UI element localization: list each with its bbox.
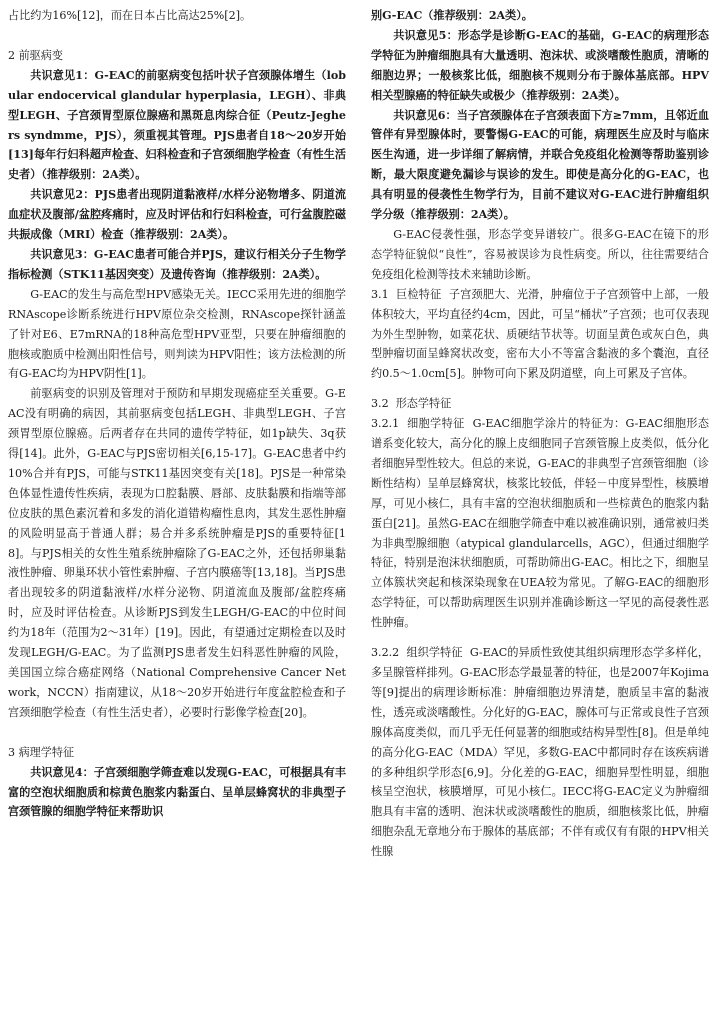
body-paragraph: 3.1 巨检特征 子宫颈肥大、光滑，肿瘤位于子宫颈管中上部，一般体积较大，平均直径约4cm，因此，可呈“桶状”子宫颈；也可仅表现为外生型肿物，如菜花状、质硬结节状等。切面呈黄色或灰白色，典型肿瘤切面呈蜂窝状改变，密布大小不等富含黏液的多个囊泡，直径约0.5～1.0cm[5]。肿物可向下累及阴道壁，向上可累及子宫体。 <box>371 287 709 381</box>
body-paragraph: 占比约为16%[12]，而在日本占比高达25%[2]。 <box>8 9 252 22</box>
paragraph-spacer <box>8 26 346 46</box>
section-heading: 2 前驱病变 <box>8 48 63 62</box>
body-paragraph: 前驱病变的识别及管理对于预防和早期发现癌症至关重要。G-EAC没有明确的病因，其前驱病变包括LEGH、非典型LEGH、子宫颈胃型原位腺癌。后两者存在共同的遗传学特征，如1p缺失、3q获得[14]。此外，G-EAC与PJS密切相关[6,15-17]。G-EAC患者中约10%合并有PJS，可能与STK11基因突变有关[18]。PJS是一种常染色体显性遗传性疾病，表现为口腔黏膜、唇部、皮肤黏膜和指端等部位皮肤的黑色素沉着和多发的消化道错构瘤性息肉，其发生恶性肿瘤的风险明显高于普通人群；易合并多系统肿瘤是PJS的重要特征[18]。与PJS相关的女性生殖系统肿瘤除了G-EAC之外，还包括卵巢黏液性肿瘤、卵巢环状小管性索肿瘤、子宫内膜癌等[13,18]。当PJS患者出现较多的阴道黏液样/水样分泌物、阴道流血及腹部/盆腔疼痛时，应及时评估检查。从诊断PJS到发生LEGH/G-EAC的中位时间约为18年（范围为2～31年）[19]。因此，有望通过定期检查以及时发现LEGH/G-EAC。为了监测PJS患者发生妇科恶性肿瘤的风险，美国国立综合癌症网络（National Comprehensive Cancer Network，NCCN）指南建议，从18～20岁开始进行年度盆腔检查和子宫颈细胞学检查（有性生活史者），必要时行影像学检查[20]。 <box>8 387 346 719</box>
consensus-paragraph: 共识意见2：PJS患者出现阴道黏液样/水样分泌物增多、阴道流血症状及腹部/盆腔疼痛时，应及时评估和行妇科检查，可行盆腹腔磁共振成像（MRI）检查（推荐级别：2A类）。 <box>8 188 346 242</box>
consensus-paragraph: 共识意见1：G-EAC的前驱病变包括叶状子宫颈腺体增生（lobular endocervical glandular hyperplasia，LEGH）、非典型LEGH、子宫颈胃型原位腺癌和黑斑息肉综合征（Peutz-Jeghers syndmme，PJS），须重视其管理。PJS患者自18～20岁开始[13]每年行妇科超声检查、妇科检查和子宫颈细胞学检查（有性生活史者）（推荐级别：2A类）。 <box>8 68 346 182</box>
consensus-paragraph: 共识意见3：G-EAC患者可能合并PJS，建议行相关分子生物学指标检测（STK11基因突变）及遗传咨询（推荐级别：2A类）。 <box>8 247 346 281</box>
paragraph-spacer <box>371 384 709 394</box>
consensus-paragraph: 共识意见5：形态学是诊断G-EAC的基础，G-EAC的病理形态学特征为肿瘤细胞具有大量透明、泡沫状、或淡嗜酸性胞质，清晰的细胞边界；一般核浆比低，细胞核不规则分布于腺体基底部。HPV相关型腺癌的特征缺失或极少（推荐级别：2A类）。 <box>371 28 709 102</box>
left-column <box>8 6 346 822</box>
paragraph-spacer <box>8 723 346 743</box>
right-column <box>371 6 709 862</box>
body-paragraph: 3.2.2 组织学特征 G-EAC的异质性致使其组织病理形态学多样化，多呈腺管样排列。G-EAC形态学最显著的特征，也是2007年Kojima等[9]提出的病理诊断标准：肿瘤细胞边界清楚，胞质呈丰富的黏液性，透亮或淡嗜酸性。分化好的G-EAC，腺体可与正常或良性子宫颈腺体高度类似，而几乎无任何显著的细胞或结构异型性[8]。但是单纯的高分化G-EAC（MDA）罕见，多数G-EAC中都同时存在该疾病谱的多种组织学形态[6,9]。分化差的G-EAC，细胞异型性明显，细胞核呈空泡状，核膜增厚，可见小核仁。IECC将G-EAC定义为肿瘤细胞具有丰富的透明、泡沫状或淡嗜酸性的胞质，细胞核浆比低，肿瘤细胞杂乱无章地分布于腺体的基底部；不伴有或仅有有限的HPV相关性腺 <box>371 646 709 859</box>
consensus-paragraph: 别G-EAC（推荐级别：2A类）。 <box>371 9 533 22</box>
consensus-paragraph: 共识意见6：当子宫颈腺体在子宫颈表面下方≥7mm，且邻近血管伴有异型腺体时，要警惕G-EAC的可能，病理医生应及时与临床医生沟通，进一步详细了解病情，并联合免疫组化检测等帮助鉴别诊断，最大限度避免漏诊与误诊的发生。即使是高分化的G-EAC，也具有明显的侵袭性生物学行为，目前不建议对G-EAC进行肿瘤组织学分级（推荐级别：2A类）。 <box>371 108 709 222</box>
body-paragraph: 3.2 形态学特征 <box>371 397 452 411</box>
body-paragraph: 3.2.1 细胞学特征 G-EAC细胞学涂片的特征为：G-EAC细胞形态谱系变化较大，高分化的腺上皮细胞同子宫颈管腺上皮类似，低分化者细胞异型性较大。但总的来说，G-EAC的非典型子宫颈管细胞（诊断性结构）呈单层蜂窝状，核浆比较低，伴轻－中度异型性，核膜增厚，可见小核仁，具有丰富的空泡状细胞质和一些棕黄色的胞浆内黏蛋白[21]。虽然G-EAC在细胞学筛查中难以被准确识别，通常被归类为非典型腺细胞（atypical glandularcells，AGC），但通过细胞学特征，特别是泡沫状细胞质，可帮助筛出G-EAC。相比之下，细胞呈立体簇状突起和核深染现象在UEA较为常见。了解G-EAC的细胞形态学特征，可以帮助病理医生识别并准确诊断这一罕见的高侵袭性恶性肿瘤。 <box>371 417 709 630</box>
body-paragraph: G-EAC的发生与高危型HPV感染无关。IECC采用先进的细胞学RNAscope诊断系统进行HPV原位杂交检测，RNAscope探针涵盖了针对E6、E7mRNA的18种高危型HPV亚型，只要在肿瘤细胞的胞核或胞质中检测出阳性信号，则判读为HPV阳性；该方法检测的所有G-EAC均为HPV阴性[1]。 <box>8 287 346 381</box>
paragraph-spacer <box>371 633 709 643</box>
consensus-paragraph: 共识意见4：子宫颈细胞学筛查难以发现G-EAC，可根据具有丰富的空泡状细胞质和棕黄色胞浆内黏蛋白、呈单层蜂窝状的非典型子宫颈管腺的细胞学特征来帮助识 <box>8 765 346 819</box>
body-paragraph: G-EAC侵袭性强，形态学变异谱较广。很多G-EAC在镜下的形态学特征貌似“良性”，容易被误诊为良性病变。所以，往往需要结合免疫组化检测等技术来辅助诊断。 <box>371 227 709 281</box>
section-heading: 3 病理学特征 <box>8 745 75 759</box>
